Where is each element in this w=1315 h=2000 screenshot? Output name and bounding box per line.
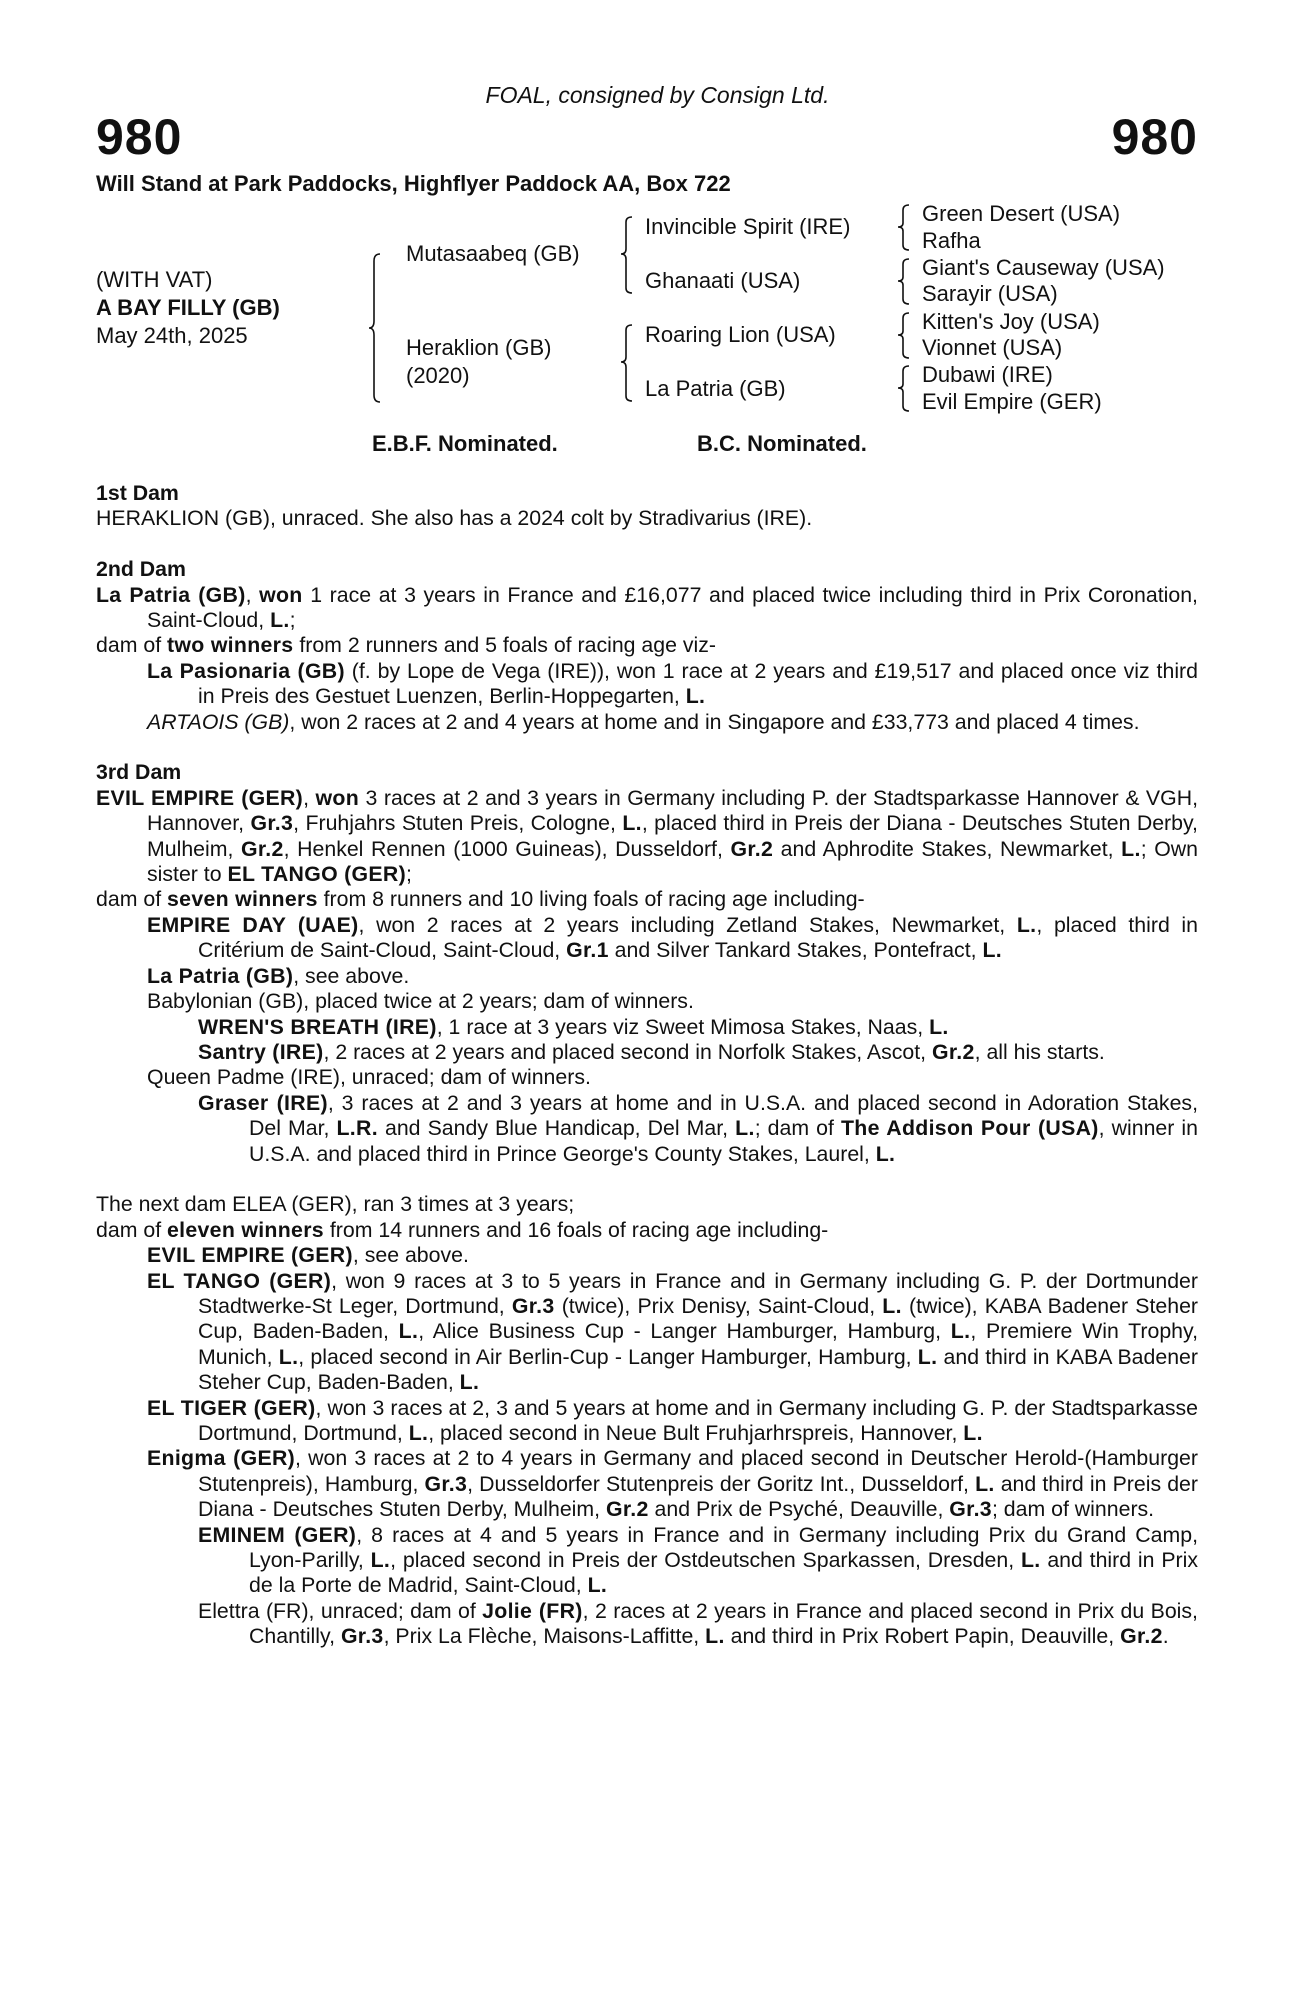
pedigree-brace-icon bbox=[368, 253, 382, 403]
pedigree-brace-icon bbox=[897, 312, 911, 360]
pedigree-gen3: Rafha bbox=[922, 228, 981, 253]
pedigree-paragraph bbox=[96, 887, 1198, 912]
pedigree-brace-icon bbox=[620, 324, 634, 402]
bold-text: EVIL EMPIRE (GER) bbox=[147, 1243, 353, 1268]
bold-text: L. bbox=[950, 1319, 971, 1344]
bold-text: L. bbox=[622, 811, 642, 836]
text-run: , Dusseldorfer Stutenpreis der Goritz Int., Dusseldorf, bbox=[467, 1471, 976, 1496]
bold-text: L. bbox=[735, 1116, 755, 1141]
pedigree-gen2: Roaring Lion (USA) bbox=[645, 322, 836, 347]
bc-nomination: B.C. Nominated. bbox=[697, 431, 867, 456]
bold-text: Gr.2 bbox=[931, 1039, 975, 1064]
pedigree-paragraph bbox=[96, 1599, 1198, 1650]
text-run: ; Own sister to bbox=[147, 836, 1198, 887]
bold-text: Gr.3 bbox=[511, 1293, 555, 1318]
bold-text: L. bbox=[875, 1141, 896, 1166]
lot-number-left: 980 bbox=[96, 109, 183, 165]
bold-text: EVIL EMPIRE (GER) bbox=[96, 785, 304, 810]
pedigree-paragraph bbox=[96, 913, 1198, 964]
bold-text: L. bbox=[929, 1014, 949, 1039]
text-run: and Silver Tankard Stakes, Pontefract, bbox=[608, 938, 983, 963]
bold-text: L. bbox=[917, 1344, 938, 1369]
bold-text: L. bbox=[587, 1573, 608, 1598]
text-run: , won 9 races at 3 to 5 years in France and in Germany including G. P. der Dortmunder Stadtwerke-St Leger, Dortmund, bbox=[198, 1268, 1198, 1318]
catalogue-body bbox=[96, 481, 1198, 1650]
text-run: , bbox=[245, 582, 260, 607]
pedigree-paragraph bbox=[96, 1523, 1198, 1599]
pedigree-paragraph bbox=[96, 1192, 1198, 1217]
text-run: dam of bbox=[96, 633, 168, 658]
pedigree-gen3: Sarayir (USA) bbox=[922, 281, 1058, 306]
pedigree-paragraph bbox=[96, 964, 1198, 989]
pedigree-gen3: Evil Empire (GER) bbox=[922, 389, 1102, 414]
consignor-line: FOAL, consigned by Consign Ltd. bbox=[485, 82, 830, 108]
bold-text: EMINEM (GER) bbox=[198, 1522, 357, 1547]
bold-text: L.R. bbox=[336, 1116, 378, 1141]
pedigree-paragraph bbox=[96, 786, 1198, 888]
pedigree-sire: Mutasaabeq (GB) bbox=[406, 241, 580, 266]
pedigree-paragraph bbox=[96, 633, 1198, 658]
text-run: , 8 races at 4 and 5 years in France and in Germany including Prix du Grand Camp, Lyon-Parilly, bbox=[249, 1522, 1198, 1573]
bold-text: Gr.3 bbox=[949, 1497, 992, 1522]
pedigree-gen2: Invincible Spirit (IRE) bbox=[645, 214, 851, 239]
bold-text: two winners bbox=[167, 633, 294, 658]
bold-text: Santry (IRE) bbox=[198, 1039, 324, 1064]
text-run: (f. by Lope de Vega (IRE)), won 1 race at 2 years and £19,517 and placed once viz third in Preis des Gestuet Luenzen, Berlin-Hoppegarten, bbox=[198, 658, 1198, 709]
pedigree-dam: Heraklion (GB) bbox=[406, 335, 552, 360]
bold-text: Enigma (GER) bbox=[147, 1446, 296, 1471]
section-heading: 3rd Dam bbox=[96, 760, 182, 785]
text-run: Babylonian (GB), placed twice at 2 years; dam of winners. bbox=[147, 989, 694, 1014]
pedigree-gen3: Green Desert (USA) bbox=[922, 201, 1121, 226]
text-run: , placed second in Neue Bult Fruhjarhrspreis, Hannover, bbox=[428, 1420, 964, 1445]
bold-text: won bbox=[259, 582, 303, 607]
bold-text: L. bbox=[882, 1293, 902, 1318]
pedigree-paragraph bbox=[96, 1446, 1198, 1522]
pedigree-paragraph bbox=[96, 1015, 1198, 1040]
text-run: and third in Prix de la Porte de Madrid, Saint-Cloud, bbox=[249, 1548, 1198, 1598]
text-run: , placed third in Critérium de Saint-Cloud, Saint-Cloud, bbox=[198, 912, 1199, 963]
text-run: , Fruhjahrs Stuten Preis, Cologne, bbox=[293, 811, 623, 836]
text-run: ; bbox=[406, 862, 412, 887]
text-run: , see above. bbox=[352, 1243, 469, 1268]
bold-text: eleven winners bbox=[167, 1217, 324, 1242]
pedigree-brace-icon bbox=[897, 365, 911, 413]
text-run: , 2 races at 2 years and placed second in Norfolk Stakes, Ascot, bbox=[323, 1039, 932, 1064]
pedigree-dam-year: (2020) bbox=[406, 363, 470, 388]
text-run: , Henkel Rennen (1000 Guineas), Dusseldorf, bbox=[283, 836, 731, 861]
bold-text: L. bbox=[1016, 912, 1037, 937]
bold-text: L. bbox=[975, 1471, 995, 1496]
vat-note: (WITH VAT) bbox=[96, 267, 213, 292]
text-run: , won 3 races at 2, 3 and 5 years at home and in Germany including G. P. der Stadtsparkasse Dortmund, Dortmund, bbox=[198, 1395, 1198, 1445]
bold-text: seven winners bbox=[167, 887, 318, 912]
bold-text: EL TIGER (GER) bbox=[147, 1395, 316, 1420]
text-run: The next dam ELEA (GER), ran 3 times at 3 years; bbox=[96, 1192, 575, 1217]
bold-text: L. bbox=[278, 1344, 299, 1369]
pedigree-gen3: Giant's Causeway (USA) bbox=[922, 255, 1165, 280]
horse-name: A BAY FILLY (GB) bbox=[96, 295, 280, 320]
text-run: ; dam of bbox=[754, 1116, 841, 1141]
text-run: , won 2 races at 2 and 4 years at home and in Singapore and £33,773 and placed 4 times. bbox=[289, 709, 1140, 734]
text-run: from 2 runners and 5 foals of racing age viz- bbox=[293, 633, 717, 658]
text-run: 3 races at 2 and 3 years in Germany including P. der Stadtsparkasse Hannover & VGH, Hannover, bbox=[147, 785, 1199, 836]
text-run: HERAKLION (GB), unraced. She also has a 2024 colt by Stradivarius (IRE). bbox=[96, 506, 813, 531]
bold-text: Gr.3 bbox=[424, 1471, 468, 1496]
bold-text: L. bbox=[982, 938, 1002, 963]
bold-text: EL TANGO (GER) bbox=[227, 862, 407, 887]
pedigree-paragraph bbox=[96, 1218, 1198, 1243]
text-run: , 1 race at 3 years viz Sweet Mimosa Stakes, Naas, bbox=[436, 1014, 930, 1039]
pedigree-paragraph bbox=[96, 506, 1198, 531]
text-run: , won 2 races at 2 years including Zetland Stakes, Newmarket, bbox=[358, 912, 1017, 937]
text-run: , all his starts. bbox=[974, 1039, 1105, 1064]
pedigree-gen3: Vionnet (USA) bbox=[922, 335, 1063, 360]
text-run: (twice), Prix Denisy, Saint-Cloud, bbox=[554, 1293, 883, 1318]
bold-text: La Patria (GB) bbox=[147, 963, 294, 988]
bold-text: La Patria (GB) bbox=[96, 582, 246, 607]
bold-text: L. bbox=[963, 1420, 983, 1445]
pedigree-paragraph bbox=[96, 1091, 1198, 1167]
bold-text: Gr.3 bbox=[250, 811, 294, 836]
text-run: and third in KABA Badener Steher Cup, Baden-Baden, bbox=[198, 1344, 1198, 1395]
text-run: , won 3 races at 2 to 4 years in Germany and placed second in Deutscher Herold-(Hamburger Stutenpreis), Hamburg, bbox=[198, 1446, 1198, 1496]
bold-text: L. bbox=[459, 1370, 480, 1395]
pedigree-paragraph bbox=[96, 1065, 1198, 1090]
pedigree-paragraph bbox=[96, 659, 1198, 710]
bold-text: EMPIRE DAY (UAE) bbox=[147, 912, 359, 937]
pedigree-brace-icon bbox=[620, 216, 634, 294]
lot-number-right: 980 bbox=[1111, 109, 1198, 165]
bold-text: L. bbox=[270, 608, 290, 633]
text-run: from 8 runners and 10 living foals of racing age including- bbox=[317, 887, 865, 912]
bold-text: Gr.2 bbox=[240, 836, 284, 861]
bold-text: Jolie (FR) bbox=[482, 1598, 583, 1623]
pedigree-gen3: Kitten's Joy (USA) bbox=[922, 309, 1100, 334]
bold-text: L. bbox=[370, 1548, 391, 1573]
bold-text: L. bbox=[705, 1624, 725, 1649]
text-run: , Premiere Win Trophy, Munich, bbox=[198, 1319, 1198, 1369]
bold-text: EL TANGO (GER) bbox=[147, 1268, 332, 1293]
bold-text: Graser (IRE) bbox=[198, 1090, 328, 1115]
text-run: , see above. bbox=[293, 963, 410, 988]
pedigree-paragraph bbox=[96, 989, 1198, 1014]
bold-text: L. bbox=[408, 1420, 429, 1445]
text-run: and Sandy Blue Handicap, Del Mar, bbox=[377, 1116, 736, 1141]
pedigree-brace-icon bbox=[897, 258, 911, 306]
text-run: , Prix La Flèche, Maisons-Laffitte, bbox=[383, 1624, 706, 1649]
text-run: dam of bbox=[96, 887, 168, 912]
pedigree-paragraph bbox=[96, 1269, 1198, 1396]
text-run: ; bbox=[289, 608, 296, 633]
italic-text: ARTAOIS (GB) bbox=[147, 709, 290, 734]
text-run: . bbox=[1162, 1624, 1169, 1649]
pedigree-paragraph bbox=[96, 583, 1198, 634]
bold-text: Gr.1 bbox=[566, 938, 609, 963]
text-run: , Alice Business Cup - Langer Hamburger, Hamburg, bbox=[418, 1319, 951, 1344]
bold-text: won bbox=[315, 785, 359, 810]
text-run: from 14 runners and 16 foals of racing age including- bbox=[323, 1217, 829, 1242]
bold-text: WREN'S BREATH (IRE) bbox=[198, 1014, 437, 1039]
bold-text: Gr.2 bbox=[605, 1497, 649, 1522]
foaling-date: May 24th, 2025 bbox=[96, 323, 248, 348]
pedigree-paragraph bbox=[96, 1040, 1198, 1065]
stabling-location: Will Stand at Park Paddocks, Highflyer Paddock AA, Box 722 bbox=[96, 171, 731, 196]
text-run: , placed second in Preis der Ostdeutschen Sparkassen, Dresden, bbox=[390, 1548, 1021, 1573]
ebf-nomination: E.B.F. Nominated. bbox=[372, 431, 558, 456]
text-run: dam of bbox=[96, 1217, 168, 1242]
bold-text: Gr.3 bbox=[340, 1624, 384, 1649]
text-run: (twice), KABA Badener Steher Cup, Baden-Baden, bbox=[198, 1293, 1199, 1344]
bold-text: La Pasionaria (GB) bbox=[147, 658, 345, 683]
text-run: , 3 races at 2 and 3 years at home and in U.S.A. and placed second in Adoration Stakes, Del Mar, bbox=[249, 1090, 1198, 1141]
bold-text: L. bbox=[685, 684, 706, 709]
text-run: 1 race at 3 years in France and £16,077 and placed twice including third in Prix Coronation, Saint-Cloud, bbox=[147, 582, 1198, 633]
text-run: , 2 races at 2 years in France and placed second in Prix du Bois, Chantilly, bbox=[249, 1598, 1198, 1649]
bold-text: Gr.2 bbox=[1120, 1624, 1163, 1649]
text-run: Queen Padme (IRE), unraced; dam of winners. bbox=[147, 1065, 591, 1090]
text-run: ; dam of winners. bbox=[991, 1497, 1155, 1522]
text-run: , bbox=[303, 785, 316, 810]
bold-text: L. bbox=[398, 1319, 419, 1344]
pedigree-brace-icon bbox=[897, 204, 911, 252]
section-heading: 1st Dam bbox=[96, 481, 179, 505]
pedigree-paragraph bbox=[96, 1396, 1198, 1447]
text-run: , placed second in Air Berlin-Cup - Langer Hamburger, Hamburg, bbox=[298, 1344, 918, 1369]
text-run: , winner in U.S.A. and placed third in Prince George's County Stakes, Laurel, bbox=[249, 1116, 1198, 1166]
bold-text: L. bbox=[1121, 836, 1141, 861]
text-run: and third in Preis der Diana - Deutsches Stuten Derby, Mulheim, bbox=[198, 1471, 1198, 1522]
text-run: and Prix de Psyché, Deauville, bbox=[648, 1497, 950, 1522]
pedigree-gen2: Ghanaati (USA) bbox=[645, 268, 801, 293]
bold-text: Gr.2 bbox=[730, 836, 774, 861]
pedigree-gen3: Dubawi (IRE) bbox=[922, 362, 1053, 387]
pedigree-gen2: La Patria (GB) bbox=[645, 376, 786, 401]
text-run: and Aphrodite Stakes, Newmarket, bbox=[773, 836, 1122, 861]
text-run: , placed third in Preis der Diana - Deutsches Stuten Derby, Mulheim, bbox=[147, 811, 1198, 861]
section-heading: 2nd Dam bbox=[96, 557, 186, 582]
bold-text: The Addison Pour (USA) bbox=[840, 1116, 1099, 1141]
text-run: Elettra (FR), unraced; dam of bbox=[198, 1598, 483, 1623]
bold-text: L. bbox=[1020, 1548, 1041, 1573]
pedigree-paragraph bbox=[96, 710, 1198, 735]
text-run: and third in Prix Robert Papin, Deauville, bbox=[724, 1624, 1121, 1649]
pedigree-paragraph bbox=[96, 1243, 1198, 1268]
